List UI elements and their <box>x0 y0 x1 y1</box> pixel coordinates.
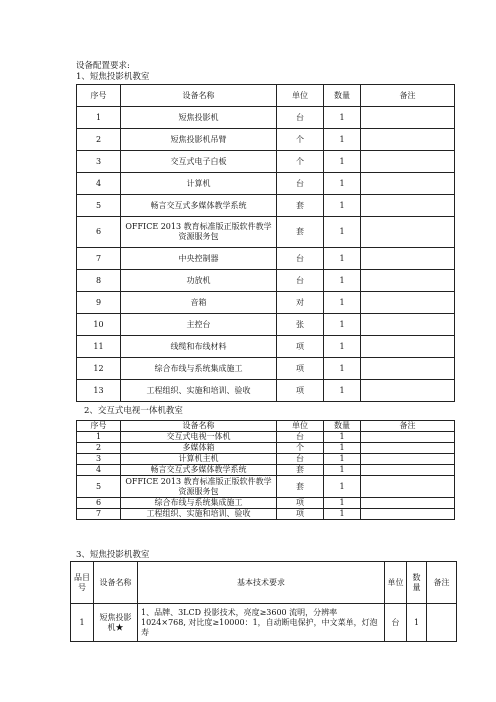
table-row <box>77 476 455 498</box>
table-cell: 1 <box>324 454 361 465</box>
table-cell <box>361 509 455 520</box>
table-cell <box>361 454 455 465</box>
table-cell: 1 <box>324 509 361 520</box>
table-row <box>71 604 457 642</box>
table-cell: 短焦投影机 <box>121 107 277 129</box>
table-cell <box>361 465 455 476</box>
table-cell: 1 <box>77 432 121 443</box>
table-cell: 3 <box>77 454 121 465</box>
section3-title: 3、短焦投影机教室 <box>76 550 150 560</box>
table-cell: 项 <box>277 336 324 358</box>
table-cell: 交互式电视一体机 <box>121 432 277 443</box>
table-cell: 线缆和布线材料 <box>121 336 277 358</box>
table-cell: 2 <box>77 443 121 454</box>
table-row <box>77 443 455 454</box>
table-cell: 1 <box>324 292 361 314</box>
table-row <box>77 380 455 402</box>
table-cell: 多媒体箱 <box>121 443 277 454</box>
table-cell: 主控台 <box>121 314 277 336</box>
table-cell: 1 <box>324 432 361 443</box>
header-cell: 备注 <box>427 562 457 604</box>
table-row <box>77 454 455 465</box>
table-cell: 台 <box>277 248 324 270</box>
header-cell: 序号 <box>77 85 121 107</box>
table-cell <box>361 443 455 454</box>
table-row <box>77 292 455 314</box>
table-cell: 1 <box>324 151 361 173</box>
table-cell: 项 <box>277 358 324 380</box>
table-header-row <box>77 85 455 107</box>
table-row <box>77 358 455 380</box>
table-row <box>77 107 455 129</box>
table-cell: 台 <box>277 107 324 129</box>
header-cell: 数量 <box>324 421 361 432</box>
table-cell: 台 <box>277 173 324 195</box>
table-cell: 1 <box>324 107 361 129</box>
table-section3 <box>70 561 457 642</box>
table-header-row <box>71 562 457 604</box>
table-cell: 1 <box>77 107 121 129</box>
header-cell: 单位 <box>385 562 407 604</box>
table-cell: 1 <box>324 270 361 292</box>
table-cell: 12 <box>77 358 121 380</box>
table-cell: 台 <box>277 270 324 292</box>
table-cell: 短焦投影机★ <box>94 604 138 642</box>
table-cell: 交互式电子白板 <box>121 151 277 173</box>
header-cell: 设备名称 <box>94 562 138 604</box>
table-cell: 畅言交互式多媒体教学系统 <box>121 195 277 217</box>
table-cell: 1 <box>324 195 361 217</box>
table-cell: 4 <box>77 173 121 195</box>
section2-title: 2、交互式电视一体机教室 <box>84 406 183 416</box>
table-cell: 1 <box>71 604 94 642</box>
table-cell <box>361 151 455 173</box>
section1-title: 1、短焦投影机教室 <box>76 72 150 82</box>
header-cell: 设备名称 <box>121 421 277 432</box>
header-cell: 设备名称 <box>121 85 277 107</box>
table-cell: 畅言交互式多媒体教学系统 <box>121 465 277 476</box>
table-cell <box>361 217 455 248</box>
table-row <box>77 173 455 195</box>
table-cell <box>361 107 455 129</box>
table-cell: 10 <box>77 314 121 336</box>
table-cell: 6 <box>77 217 121 248</box>
table-cell: 1 <box>324 358 361 380</box>
table-cell: 张 <box>277 314 324 336</box>
table-cell: 综合布线与系统集成施工 <box>121 498 277 509</box>
table-cell: 套 <box>277 217 324 248</box>
table-cell <box>361 432 455 443</box>
header-cell: 序号 <box>77 421 121 432</box>
table-cell: 8 <box>77 270 121 292</box>
table-cell <box>361 195 455 217</box>
table-section2 <box>76 420 455 520</box>
table-cell: 工程组织、实施和培训、验收 <box>121 509 277 520</box>
table-cell <box>361 248 455 270</box>
table-cell <box>361 380 455 402</box>
table-cell <box>361 336 455 358</box>
table-cell: 综合布线与系统集成施工 <box>121 358 277 380</box>
table-row <box>77 314 455 336</box>
header-cell: 基本技术要求 <box>138 562 385 604</box>
table-cell: 2 <box>77 129 121 151</box>
table-cell: 套 <box>277 195 324 217</box>
table-header-row <box>77 421 455 432</box>
table-cell: 11 <box>77 336 121 358</box>
table-cell: 5 <box>77 195 121 217</box>
table-cell <box>361 358 455 380</box>
header-cell: 备注 <box>361 85 455 107</box>
table-row <box>77 129 455 151</box>
table-cell: 1 <box>324 129 361 151</box>
table-cell: 音箱 <box>121 292 277 314</box>
table-cell <box>361 292 455 314</box>
table-cell <box>361 173 455 195</box>
table-cell: 套 <box>277 465 324 476</box>
table-cell: 台 <box>277 454 324 465</box>
table-cell: 计算机主机 <box>121 454 277 465</box>
table-cell: 功放机 <box>121 270 277 292</box>
table-row <box>77 248 455 270</box>
table-cell: 1 <box>324 336 361 358</box>
table-cell: 个 <box>277 443 324 454</box>
table-cell: 1 <box>324 314 361 336</box>
table-cell: 对 <box>277 292 324 314</box>
table-cell <box>361 498 455 509</box>
header-cell: 单位 <box>277 85 324 107</box>
table-cell: 9 <box>77 292 121 314</box>
table-cell <box>361 270 455 292</box>
table-cell: 6 <box>77 498 121 509</box>
table-cell <box>361 314 455 336</box>
header-cell: 数量 <box>324 85 361 107</box>
table-cell: 3 <box>77 151 121 173</box>
intro-text: 设备配置要求: <box>76 61 130 71</box>
table-cell: 13 <box>77 380 121 402</box>
header-cell: 单位 <box>277 421 324 432</box>
table-cell <box>427 604 457 642</box>
table-cell: 4 <box>77 465 121 476</box>
header-cell: 备注 <box>361 421 455 432</box>
table-cell <box>361 476 455 498</box>
table-cell: 1 <box>324 217 361 248</box>
table-cell: 项 <box>277 509 324 520</box>
table-cell: 1 <box>324 498 361 509</box>
table-row <box>77 498 455 509</box>
table-row <box>77 432 455 443</box>
table-cell: 1 <box>324 465 361 476</box>
table-cell: 个 <box>277 129 324 151</box>
table-cell: 7 <box>77 248 121 270</box>
table-row <box>77 270 455 292</box>
table-cell: 1 <box>324 443 361 454</box>
table-cell: 短焦投影机吊臂 <box>121 129 277 151</box>
table-row <box>77 336 455 358</box>
table-cell: 台 <box>277 432 324 443</box>
table-cell: 项 <box>277 498 324 509</box>
header-cell: 数量 <box>407 562 427 604</box>
table-cell: OFFICE 2013 教育标准版正版软件教学资源服务包 <box>121 217 277 248</box>
table-cell: 台 <box>385 604 407 642</box>
table-cell: 1 <box>324 248 361 270</box>
table-row <box>77 509 455 520</box>
header-cell: 品目号 <box>71 562 94 604</box>
table-row <box>77 195 455 217</box>
table-cell: 5 <box>77 476 121 498</box>
table-cell: 1 <box>324 380 361 402</box>
table-cell: 1 <box>324 476 361 498</box>
table-row <box>77 465 455 476</box>
table-cell: 7 <box>77 509 121 520</box>
table-cell: 工程组织、实施和培训、验收 <box>121 380 277 402</box>
table-cell: 个 <box>277 151 324 173</box>
table-cell: 1 <box>324 173 361 195</box>
table-cell: 项 <box>277 380 324 402</box>
table-row <box>77 217 455 248</box>
table-cell: 1、品牌、3LCD 投影技术，亮度≥3600 流明，分辨率 1024×768, 对比度≥10000：1，自动断电保护，中文菜单，灯泡寿 <box>138 604 385 642</box>
table-row <box>77 151 455 173</box>
table-cell: 套 <box>277 476 324 498</box>
table-cell: 中央控制器 <box>121 248 277 270</box>
table-cell <box>361 129 455 151</box>
table-cell: OFFICE 2013 教育标准版正版软件教学资源服务包 <box>121 476 277 498</box>
table-section1 <box>76 84 455 402</box>
table-cell: 1 <box>407 604 427 642</box>
table-cell: 计算机 <box>121 173 277 195</box>
